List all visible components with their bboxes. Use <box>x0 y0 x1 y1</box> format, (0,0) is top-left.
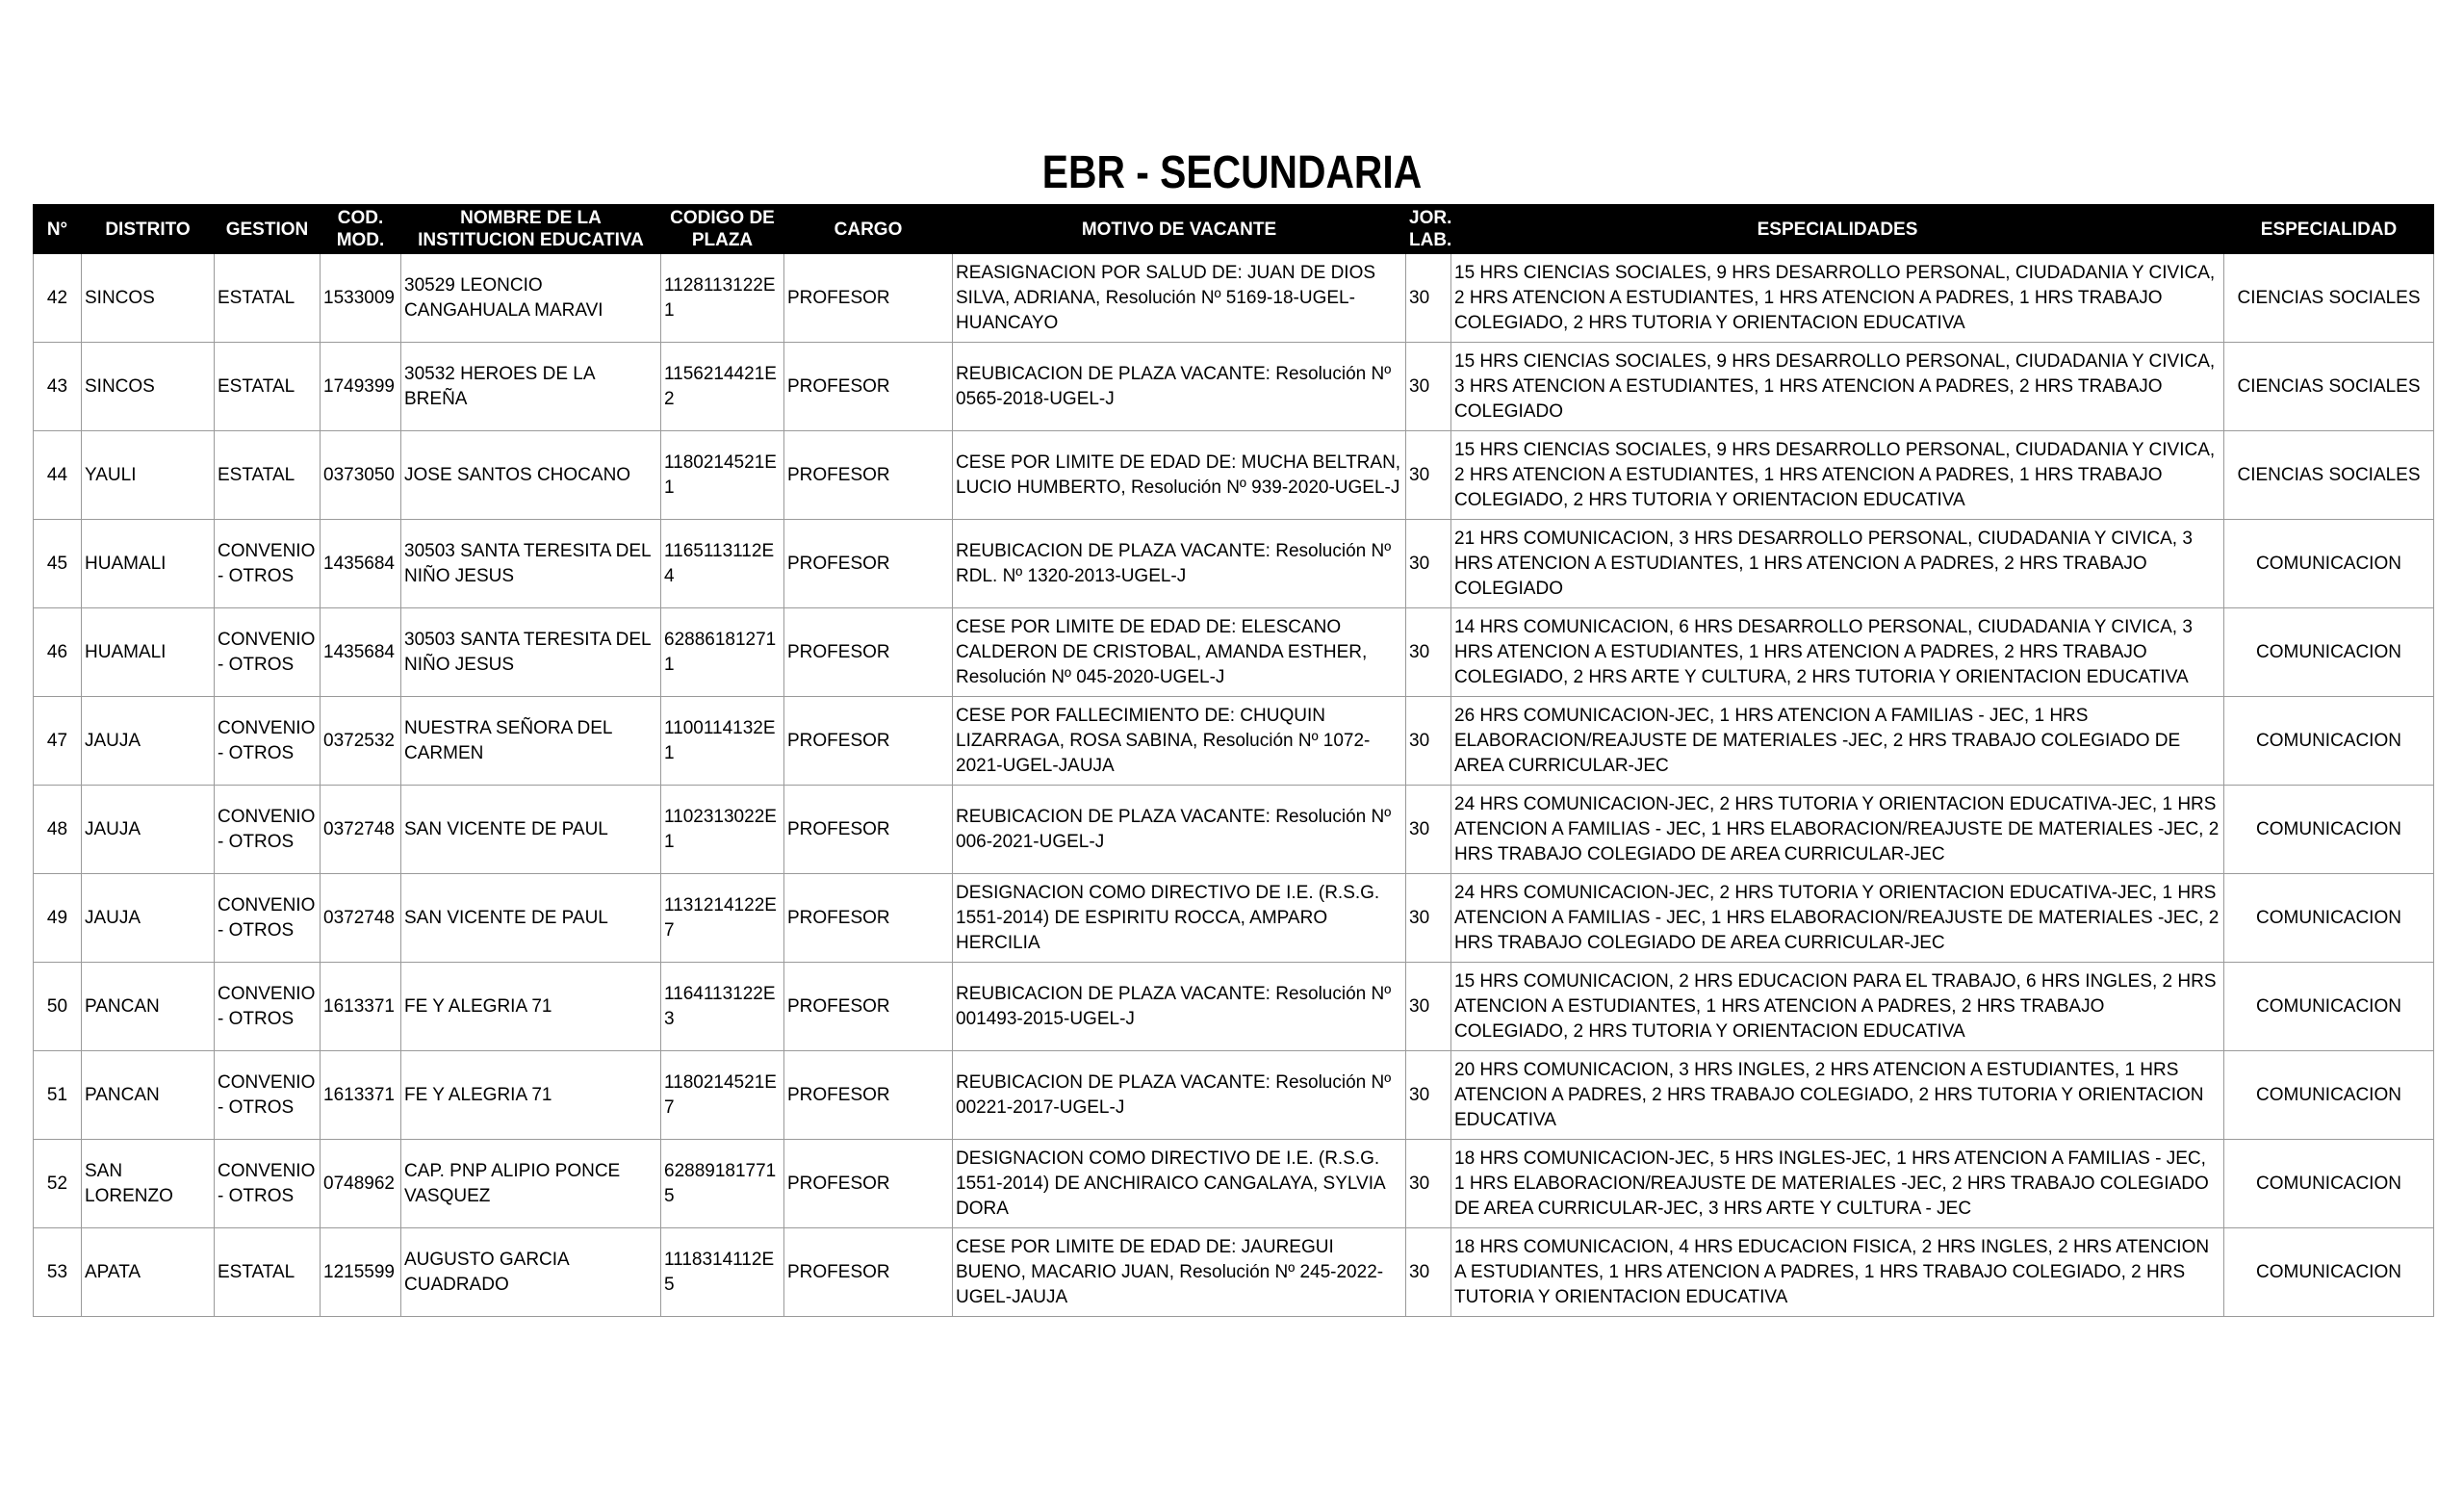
row-number: 50 <box>34 963 82 1051</box>
codigo-plaza-cell: 1131214122E7 <box>661 874 784 963</box>
cargo-cell: PROFESOR <box>784 786 953 874</box>
jor-lab-cell: 30 <box>1406 697 1451 786</box>
table-row <box>34 254 2434 343</box>
gestion-cell: CONVENIO - OTROS <box>215 1140 321 1228</box>
nombre-ie-cell: 30503 SANTA TERESITA DEL NIÑO JESUS <box>401 520 661 608</box>
col-especialidades-header: ESPECIALIDADES <box>1451 205 2224 254</box>
cod-mod-cell: 1435684 <box>321 520 401 608</box>
especialidad-cell: CIENCIAS SOCIALES <box>2224 431 2434 520</box>
codigo-plaza-cell: 1118314112E5 <box>661 1228 784 1317</box>
motivo-vacante-cell: REUBICACION DE PLAZA VACANTE: Resolución Nº 00221-2017-UGEL-J <box>953 1051 1406 1140</box>
row-number: 53 <box>34 1228 82 1317</box>
table-row <box>34 697 2434 786</box>
especialidad-cell: COMUNICACION <box>2224 1051 2434 1140</box>
table-row <box>34 343 2434 431</box>
distrito-cell: PANCAN <box>82 963 215 1051</box>
especialidades-cell: 20 HRS COMUNICACION, 3 HRS INGLES, 2 HRS ATENCION A ESTUDIANTES, 1 HRS ATENCION A PADRES, 2 HRS TRABAJO COLEGIADO, 2 HRS TUTORIA Y ORIENTACION EDUCATIVA <box>1451 1051 2224 1140</box>
jor-lab-cell: 30 <box>1406 963 1451 1051</box>
distrito-cell: YAULI <box>82 431 215 520</box>
row-number: 43 <box>34 343 82 431</box>
motivo-vacante-cell: DESIGNACION COMO DIRECTIVO DE I.E. (R.S.G. 1551-2014) DE ANCHIRAICO CANGALAYA, SYLVIA DORA <box>953 1140 1406 1228</box>
especialidad-cell: COMUNICACION <box>2224 520 2434 608</box>
jor-lab-cell: 30 <box>1406 520 1451 608</box>
cargo-cell: PROFESOR <box>784 1228 953 1317</box>
col-cargo-header: CARGO <box>784 205 953 254</box>
cod-mod-cell: 0372532 <box>321 697 401 786</box>
table-header <box>34 205 2434 254</box>
table-row <box>34 608 2434 697</box>
especialidad-cell: COMUNICACION <box>2224 608 2434 697</box>
motivo-vacante-cell: REUBICACION DE PLAZA VACANTE: Resolución Nº 006-2021-UGEL-J <box>953 786 1406 874</box>
table-row <box>34 963 2434 1051</box>
cod-mod-cell: 1435684 <box>321 608 401 697</box>
especialidades-cell: 14 HRS COMUNICACION, 6 HRS DESARROLLO PERSONAL, CIUDADANIA Y CIVICA, 3 HRS ATENCION A ESTUDIANTES, 1 HRS ATENCION A PADRES, 2 HRS TRABAJO COLEGIADO, 2 HRS ARTE Y CULTURA, 2 HRS TUTORIA Y ORIENTACION EDUCATIVA <box>1451 608 2224 697</box>
cargo-cell: PROFESOR <box>784 963 953 1051</box>
gestion-cell: CONVENIO - OTROS <box>215 963 321 1051</box>
col-jor-lab-header: JOR. LAB. <box>1406 205 1451 254</box>
table-row <box>34 431 2434 520</box>
distrito-cell: JAUJA <box>82 874 215 963</box>
row-number: 45 <box>34 520 82 608</box>
gestion-cell: CONVENIO - OTROS <box>215 608 321 697</box>
jor-lab-cell: 30 <box>1406 1228 1451 1317</box>
col-cod-mod-header: COD. MOD. <box>321 205 401 254</box>
motivo-vacante-cell: REUBICACION DE PLAZA VACANTE: Resolución Nº 001493-2015-UGEL-J <box>953 963 1406 1051</box>
cod-mod-cell: 1533009 <box>321 254 401 343</box>
especialidades-cell: 21 HRS COMUNICACION, 3 HRS DESARROLLO PERSONAL, CIUDADANIA Y CIVICA, 3 HRS ATENCION A ESTUDIANTES, 1 HRS ATENCION A PADRES, 2 HRS TRABAJO COLEGIADO <box>1451 520 2224 608</box>
distrito-cell: HUAMALI <box>82 608 215 697</box>
codigo-plaza-cell: 1156214421E2 <box>661 343 784 431</box>
table-row <box>34 1140 2434 1228</box>
especialidades-cell: 18 HRS COMUNICACION-JEC, 5 HRS INGLES-JEC, 1 HRS ATENCION A FAMILIAS - JEC, 1 HRS ELABORACION/REAJUSTE DE MATERIALES -JEC, 2 HRS TRABAJO COLEGIADO DE AREA CURRICULAR-JEC, 3 HRS ARTE Y CULTURA - JEC <box>1451 1140 2224 1228</box>
distrito-cell: JAUJA <box>82 786 215 874</box>
row-number: 44 <box>34 431 82 520</box>
codigo-plaza-cell: 628861812711 <box>661 608 784 697</box>
row-number: 52 <box>34 1140 82 1228</box>
row-number: 49 <box>34 874 82 963</box>
jor-lab-cell: 30 <box>1406 608 1451 697</box>
jor-lab-cell: 30 <box>1406 254 1451 343</box>
motivo-vacante-cell: REUBICACION DE PLAZA VACANTE: Resolución Nº RDL. Nº 1320-2013-UGEL-J <box>953 520 1406 608</box>
especialidad-cell: COMUNICACION <box>2224 786 2434 874</box>
jor-lab-cell: 30 <box>1406 1140 1451 1228</box>
nombre-ie-cell: FE Y ALEGRIA 71 <box>401 963 661 1051</box>
jor-lab-cell: 30 <box>1406 786 1451 874</box>
especialidades-cell: 24 HRS COMUNICACION-JEC, 2 HRS TUTORIA Y ORIENTACION EDUCATIVA-JEC, 1 HRS ATENCION A FAMILIAS - JEC, 1 HRS ELABORACION/REAJUSTE DE MATERIALES -JEC, 2 HRS TRABAJO COLEGIADO DE AREA CURRICULAR-JEC <box>1451 874 2224 963</box>
nombre-ie-cell: 30503 SANTA TERESITA DEL NIÑO JESUS <box>401 608 661 697</box>
gestion-cell: CONVENIO - OTROS <box>215 1051 321 1140</box>
nombre-ie-cell: NUESTRA SEÑORA DEL CARMEN <box>401 697 661 786</box>
cargo-cell: PROFESOR <box>784 608 953 697</box>
distrito-cell: SAN LORENZO <box>82 1140 215 1228</box>
codigo-plaza-cell: 1180214521E1 <box>661 431 784 520</box>
cod-mod-cell: 1749399 <box>321 343 401 431</box>
codigo-plaza-cell: 628891817715 <box>661 1140 784 1228</box>
motivo-vacante-cell: REASIGNACION POR SALUD DE: JUAN DE DIOS SILVA, ADRIANA, Resolución Nº 5169-18-UGEL-HUANCAYO <box>953 254 1406 343</box>
jor-lab-cell: 30 <box>1406 1051 1451 1140</box>
especialidad-cell: CIENCIAS SOCIALES <box>2224 343 2434 431</box>
row-number: 47 <box>34 697 82 786</box>
table-row <box>34 1228 2434 1317</box>
especialidades-cell: 15 HRS CIENCIAS SOCIALES, 9 HRS DESARROLLO PERSONAL, CIUDADANIA Y CIVICA, 3 HRS ATENCION A ESTUDIANTES, 1 HRS ATENCION A PADRES, 2 HRS TRABAJO COLEGIADO <box>1451 343 2224 431</box>
codigo-plaza-cell: 1180214521E7 <box>661 1051 784 1140</box>
table-body <box>34 254 2434 1317</box>
especialidad-cell: CIENCIAS SOCIALES <box>2224 254 2434 343</box>
col-especialidad-header: ESPECIALIDAD <box>2224 205 2434 254</box>
distrito-cell: JAUJA <box>82 697 215 786</box>
distrito-cell: SINCOS <box>82 343 215 431</box>
gestion-cell: CONVENIO - OTROS <box>215 786 321 874</box>
page-title: EBR - SECUNDARIA <box>1041 147 1423 198</box>
motivo-vacante-cell: CESE POR LIMITE DE EDAD DE: JAUREGUI BUENO, MACARIO JUAN, Resolución Nº 245-2022-UGEL-JAUJA <box>953 1228 1406 1317</box>
cod-mod-cell: 1613371 <box>321 1051 401 1140</box>
cargo-cell: PROFESOR <box>784 1051 953 1140</box>
distrito-cell: APATA <box>82 1228 215 1317</box>
nombre-ie-cell: AUGUSTO GARCIA CUADRADO <box>401 1228 661 1317</box>
jor-lab-cell: 30 <box>1406 343 1451 431</box>
especialidades-cell: 15 HRS CIENCIAS SOCIALES, 9 HRS DESARROLLO PERSONAL, CIUDADANIA Y CIVICA, 2 HRS ATENCION A ESTUDIANTES, 1 HRS ATENCION A PADRES, 1 HRS TRABAJO COLEGIADO, 2 HRS TUTORIA Y ORIENTACION EDUCATIVA <box>1451 431 2224 520</box>
motivo-vacante-cell: REUBICACION DE PLAZA VACANTE: Resolución Nº 0565-2018-UGEL-J <box>953 343 1406 431</box>
motivo-vacante-cell: CESE POR LIMITE DE EDAD DE: MUCHA BELTRAN, LUCIO HUMBERTO, Resolución Nº 939-2020-UGEL-J <box>953 431 1406 520</box>
codigo-plaza-cell: 1128113122E1 <box>661 254 784 343</box>
cod-mod-cell: 0748962 <box>321 1140 401 1228</box>
especialidad-cell: COMUNICACION <box>2224 963 2434 1051</box>
gestion-cell: ESTATAL <box>215 431 321 520</box>
jor-lab-cell: 30 <box>1406 431 1451 520</box>
col-nombre-ie-header: NOMBRE DE LA INSTITUCION EDUCATIVA <box>401 205 661 254</box>
col-number-header: N° <box>34 205 82 254</box>
especialidades-cell: 15 HRS COMUNICACION, 2 HRS EDUCACION PARA EL TRABAJO, 6 HRS INGLES, 2 HRS ATENCION A ESTUDIANTES, 1 HRS ATENCION A PADRES, 2 HRS TRABAJO COLEGIADO, 2 HRS TUTORIA Y ORIENTACION EDUCATIVA <box>1451 963 2224 1051</box>
especialidad-cell: COMUNICACION <box>2224 1228 2434 1317</box>
nombre-ie-cell: 30529 LEONCIO CANGAHUALA MARAVI <box>401 254 661 343</box>
codigo-plaza-cell: 1165113112E4 <box>661 520 784 608</box>
cod-mod-cell: 0372748 <box>321 786 401 874</box>
codigo-plaza-cell: 1102313022E1 <box>661 786 784 874</box>
nombre-ie-cell: CAP. PNP ALIPIO PONCE VASQUEZ <box>401 1140 661 1228</box>
especialidades-cell: 15 HRS CIENCIAS SOCIALES, 9 HRS DESARROLLO PERSONAL, CIUDADANIA Y CIVICA, 2 HRS ATENCION A ESTUDIANTES, 1 HRS ATENCION A PADRES, 1 HRS TRABAJO COLEGIADO, 2 HRS TUTORIA Y ORIENTACION EDUCATIVA <box>1451 254 2224 343</box>
col-gestion-header: GESTION <box>215 205 321 254</box>
cod-mod-cell: 0373050 <box>321 431 401 520</box>
motivo-vacante-cell: CESE POR LIMITE DE EDAD DE: ELESCANO CALDERON DE CRISTOBAL, AMANDA ESTHER, Resolución Nº 045-2020-UGEL-J <box>953 608 1406 697</box>
especialidad-cell: COMUNICACION <box>2224 697 2434 786</box>
especialidades-cell: 18 HRS COMUNICACION, 4 HRS EDUCACION FISICA, 2 HRS INGLES, 2 HRS ATENCION A ESTUDIANTES, 1 HRS ATENCION A PADRES, 1 HRS TRABAJO COLEGIADO, 2 HRS TUTORIA Y ORIENTACION EDUCATIVA <box>1451 1228 2224 1317</box>
col-distrito-header: DISTRITO <box>82 205 215 254</box>
cargo-cell: PROFESOR <box>784 520 953 608</box>
cargo-cell: PROFESOR <box>784 874 953 963</box>
col-motivo-vacante-header: MOTIVO DE VACANTE <box>953 205 1406 254</box>
distrito-cell: PANCAN <box>82 1051 215 1140</box>
cargo-cell: PROFESOR <box>784 1140 953 1228</box>
motivo-vacante-cell: CESE POR FALLECIMIENTO DE: CHUQUIN LIZARRAGA, ROSA SABINA, Resolución Nº 1072-2021-UGEL-JAUJA <box>953 697 1406 786</box>
row-number: 51 <box>34 1051 82 1140</box>
especialidades-cell: 26 HRS COMUNICACION-JEC, 1 HRS ATENCION A FAMILIAS - JEC, 1 HRS ELABORACION/REAJUSTE DE MATERIALES -JEC, 2 HRS TRABAJO COLEGIADO DE AREA CURRICULAR-JEC <box>1451 697 2224 786</box>
nombre-ie-cell: SAN VICENTE DE PAUL <box>401 786 661 874</box>
cargo-cell: PROFESOR <box>784 254 953 343</box>
table-row <box>34 520 2434 608</box>
cargo-cell: PROFESOR <box>784 431 953 520</box>
gestion-cell: CONVENIO - OTROS <box>215 874 321 963</box>
especialidades-cell: 24 HRS COMUNICACION-JEC, 2 HRS TUTORIA Y ORIENTACION EDUCATIVA-JEC, 1 HRS ATENCION A FAMILIAS - JEC, 1 HRS ELABORACION/REAJUSTE DE MATERIALES -JEC, 2 HRS TRABAJO COLEGIADO DE AREA CURRICULAR-JEC <box>1451 786 2224 874</box>
table-row <box>34 1051 2434 1140</box>
table-row <box>34 786 2434 874</box>
gestion-cell: ESTATAL <box>215 254 321 343</box>
nombre-ie-cell: 30532 HEROES DE LA BREÑA <box>401 343 661 431</box>
especialidad-cell: COMUNICACION <box>2224 874 2434 963</box>
cod-mod-cell: 1215599 <box>321 1228 401 1317</box>
cod-mod-cell: 1613371 <box>321 963 401 1051</box>
nombre-ie-cell: JOSE SANTOS CHOCANO <box>401 431 661 520</box>
distrito-cell: SINCOS <box>82 254 215 343</box>
especialidad-cell: COMUNICACION <box>2224 1140 2434 1228</box>
codigo-plaza-cell: 1164113122E3 <box>661 963 784 1051</box>
jor-lab-cell: 30 <box>1406 874 1451 963</box>
gestion-cell: CONVENIO - OTROS <box>215 520 321 608</box>
row-number: 48 <box>34 786 82 874</box>
motivo-vacante-cell: DESIGNACION COMO DIRECTIVO DE I.E. (R.S.G. 1551-2014) DE ESPIRITU ROCCA, AMPARO HERCILIA <box>953 874 1406 963</box>
cod-mod-cell: 0372748 <box>321 874 401 963</box>
table-row <box>34 874 2434 963</box>
header-row <box>34 205 2434 254</box>
gestion-cell: ESTATAL <box>215 343 321 431</box>
row-number: 46 <box>34 608 82 697</box>
gestion-cell: ESTATAL <box>215 1228 321 1317</box>
distrito-cell: HUAMALI <box>82 520 215 608</box>
gestion-cell: CONVENIO - OTROS <box>215 697 321 786</box>
nombre-ie-cell: FE Y ALEGRIA 71 <box>401 1051 661 1140</box>
cargo-cell: PROFESOR <box>784 343 953 431</box>
vacancies-table <box>33 204 2434 1317</box>
cargo-cell: PROFESOR <box>784 697 953 786</box>
nombre-ie-cell: SAN VICENTE DE PAUL <box>401 874 661 963</box>
col-codigo-plaza-header: CODIGO DE PLAZA <box>661 205 784 254</box>
codigo-plaza-cell: 1100114132E1 <box>661 697 784 786</box>
row-number: 42 <box>34 254 82 343</box>
